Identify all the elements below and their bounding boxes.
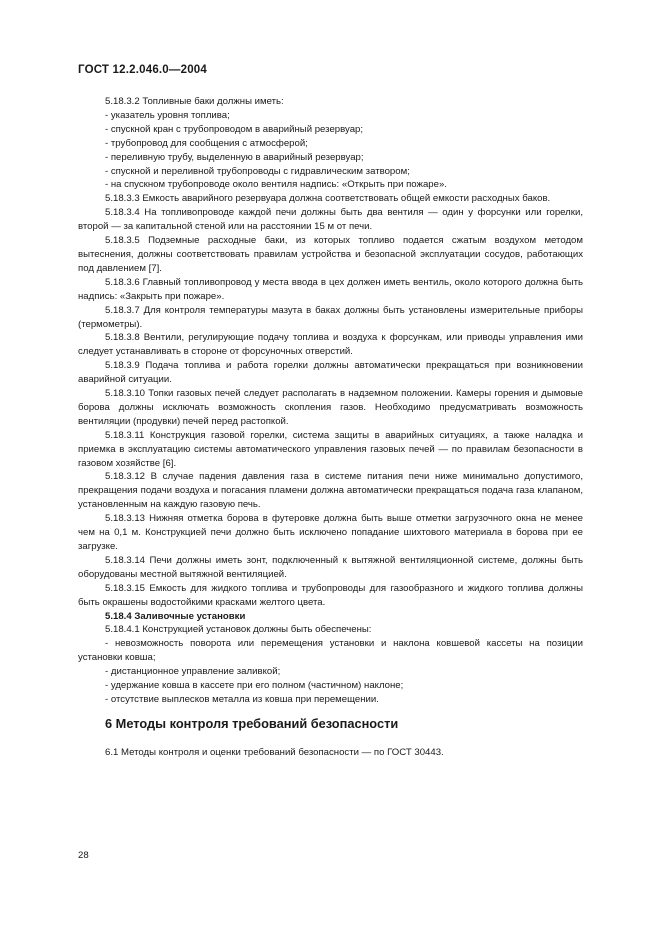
paragraph: 5.18.3.10 Топки газовых печей следует располагать в надземном положении. Камеры горения и дымовые борова должны исключать возможность скопления газов. Необходимо предусматривать возможность вентиляции (продувки) печей перед растопкой. — [78, 388, 583, 427]
body-text — [78, 95, 583, 707]
paragraph: 5.18.3.11 Конструкция газовой горелки, система защиты в аварийных ситуациях, а также наладка и приемка в эксплуатацию системы автоматического управления газовых печей — по правилам безопасности в газовом хозяйстве [6]. — [78, 429, 583, 469]
paragraph: 5.18.4.1 Конструкцией установок должны быть обеспечены: — [105, 624, 372, 636]
paragraph: - дистанционное управление заливкой; — [105, 666, 281, 678]
paragraph: 5.18.3.14 Печи должны иметь зонт, подключенный к вытяжной вентиляционной системе, должны быть оборудованы местной вытяжной вентиляцией. — [78, 554, 583, 580]
paragraph: 5.18.3.13 Нижняя отметка борова в футеровке должна быть выше отметки загрузочного окна не менее чем на 0,1 м. Конструкцией печи должно быть исключено попадание шихтового материала в борова при ее загрузке. — [78, 513, 583, 552]
paragraph: - удержание ковша в кассете при его полном (частичном) наклоне; — [105, 680, 404, 692]
paragraph: 5.18.3.7 Для контроля температуры мазута в баках должны быть установлены измерительные приборы (термометры). — [78, 304, 583, 330]
clause-6-1: 6.1 Методы контроля и оценки требований безопасности — по ГОСТ 30443. — [105, 747, 444, 758]
paragraph: - спускной и переливной трубопроводы с гидравлическим затвором; — [105, 165, 410, 177]
document-header: ГОСТ 12.2.046.0—2004 — [78, 64, 207, 76]
paragraph: 5.18.3.5 Подземные расходные баки, из которых топливо подается сжатым воздухом методом вытеснения, должны соответствовать правилам устройства и безопасной эксплуатации сосудов, работающих под давлением [7]. — [78, 235, 583, 274]
paragraph: 5.18.3.2 Топливные баки должны иметь: — [105, 96, 284, 107]
paragraph: - переливную трубу, выделенную в аварийный резервуар; — [105, 151, 364, 163]
paragraph: 5.18.3.4 На топливопроводе каждой печи должны быть два вентиля — один у форсунки или горелки, второй — за капитальной стеной или на расстоянии 15 м от печи. — [78, 207, 583, 233]
paragraph: 5.18.3.3 Емкость аварийного резервуара должна соответствовать общей емкости расходных баков. — [105, 193, 551, 205]
paragraph: 5.18.3.15 Емкость для жидкого топлива и трубопроводы для газообразного и жидкого топлива должны быть окрашены водостойкими красками желтого цвета. — [78, 582, 583, 608]
page-number: 28 — [78, 850, 89, 861]
paragraph: - на спускном трубопроводе около вентиля надпись: «Открыть при пожаре». — [105, 179, 447, 191]
section-6-heading: 6 Методы контроля требований безопасности — [105, 716, 399, 731]
paragraph: 5.18.3.6 Главный топливопровод у места ввода в цех должен иметь вентиль, около которого должна быть надпись: «Закрыть при пожаре». — [78, 276, 583, 302]
paragraph: 5.18.3.8 Вентили, регулирующие подачу топлива и воздуха к форсункам, или приводы управления ими следует устанавливать в стороне от форсуночных отверстий. — [78, 332, 583, 358]
paragraph: - невозможность поворота или перемещения установки и наклона ковшевой кассеты на позиции установки ковша; — [78, 638, 583, 664]
paragraph: - спускной кран с трубопроводом в аварийный резервуар; — [105, 123, 364, 135]
paragraph: 5.18.3.9 Подача топлива и работа горелки должны автоматически прекращаться при возникновении аварийной ситуации. — [78, 360, 583, 386]
paragraph: - отсутствие выплесков металла из ковша при перемещении. — [105, 693, 379, 705]
paragraph: - трубопровод для сообщения с атмосферой; — [105, 137, 308, 149]
subsection-heading: 5.18.4 Заливочные установки — [105, 610, 246, 622]
paragraph: 5.18.3.12 В случае падения давления газа в системе питания печи ниже минимально допустимого, прекращения подачи воздуха и погасания пламени должна автоматически прекращаться подача газа клапаном, установленным на каждую газовую печь. — [78, 471, 583, 511]
paragraph: - указатель уровня топлива; — [105, 109, 230, 121]
